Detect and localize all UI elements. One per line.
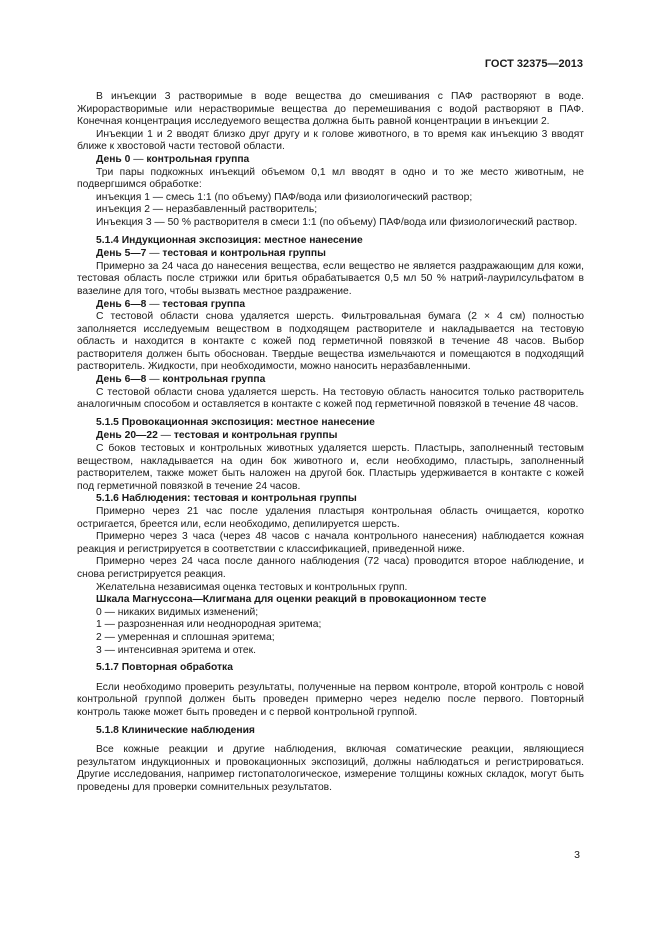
list-item: инъекция 2 — неразбавленный растворитель; bbox=[96, 204, 318, 216]
list-item: инъекция 1 — смесь 1:1 (по объему) ПАФ/вода или физиологический раствор; bbox=[96, 191, 473, 203]
list-item: 2 — умеренная и сплошная эритема; bbox=[96, 631, 275, 643]
paragraph: Примерно за 24 часа до нанесения вещества, если вещество не является раздражающим для кожи, тестовая область после стрижки или бритья обрабатывается 0,5 мл 50 % натрий-лаурилсульфатом в вазелине для того, чтобы вызвать местное раздражение. bbox=[77, 260, 584, 297]
section-heading: 5.1.4 Индукционная экспозиция: местное нанесение bbox=[96, 234, 363, 246]
paragraph: Примерно через 24 часа после данного наблюдения (72 часа) проводится второе наблюдение, и снова регистрируется реакция. bbox=[77, 556, 584, 580]
standard-header: ГОСТ 32375—2013 bbox=[484, 58, 583, 70]
paragraph: Примерно через 3 часа (через 48 часов с начала контрольного нанесения) наблюдается кожная реакция и регистрируется в соответствии с классификацией, приведенной ниже. bbox=[77, 531, 584, 555]
paragraph: С тестовой области снова удаляется шерсть. На тестовую область наносится только растворитель аналогичным способом и оставляется в контакте с кожей под герметичной повязкой в течение 48 часов. bbox=[77, 386, 584, 411]
list-item: 1 — разрозненная или неоднородная эритема; bbox=[96, 619, 322, 631]
paragraph: Примерно через 21 час после удаления пластыря контрольная область очищается, коротко остригается, бреется или, если необходимо, депилируется шерсть. bbox=[77, 506, 584, 530]
section-heading: 5.1.7 Повторная обработка bbox=[96, 662, 233, 674]
list-item: 3 — интенсивная эритема и отек. bbox=[96, 644, 256, 656]
paragraph: С боков тестовых и контрольных животных удаляется шерсть. Пластырь, заполненный тестовым веществом, накладывается на один бок животного и, если необходимо, пластырь, заполненный растворителем, также может быть наложен на другой бок. Пластырь удерживается в контакте с кожей под герметичной повязкой в течение 24 часов. bbox=[77, 443, 584, 492]
day-heading: День 6—8 — контрольная группа bbox=[96, 374, 266, 386]
day-heading: День 0 — контрольная группа bbox=[96, 153, 250, 165]
paragraph: В инъекции 3 растворимые в воде вещества до смешивания с ПАФ растворяют в воде. Жирорастворимые или нерастворимые вещества до перемешивания с водой растворяют в ПАФ. Конечная концентрация исследуемого вещества должна быть равной концентрации в инъекции 2. bbox=[77, 91, 584, 128]
document-body bbox=[77, 91, 584, 794]
page-number: 3 bbox=[574, 849, 580, 861]
day-heading: День 5—7 — тестовая и контрольная группы bbox=[96, 248, 326, 260]
section-heading: 5.1.8 Клинические наблюдения bbox=[96, 724, 255, 736]
paragraph: Все кожные реакции и другие наблюдения, включая соматические реакции, являющиеся результатом индукционных и провокационных экспозиций, должны наблюдаться и регистрироваться. Другие исследования, например гистопатологическое, измерение толщины кожных складок, могут быть проведены для проверки сомнительных результатов. bbox=[77, 744, 584, 793]
paragraph: Желательна независимая оценка тестовых и контрольных групп. bbox=[96, 581, 408, 593]
paragraph: Три пары подкожных инъекций объемом 0,1 мл вводят в одно и то же место животным, не подвергшимся обработке: bbox=[77, 166, 584, 191]
day-heading: День 6—8 — тестовая группа bbox=[96, 298, 246, 310]
paragraph: С тестовой области снова удаляется шерсть. Фильтровальная бумага (2 × 4 см) полностью заполняется исследуемым веществом в подходящем растворителе и накладывается на тестовую область и находится в контакте с кожей под герметичной повязкой в течение 48 часов. Выбор растворителя должен быть обоснован. Твердые вещества измельчаются и помещаются в подходящий растворитель. Жидкости, при необходимости, можно наносить неразбавленными. bbox=[77, 311, 584, 373]
paragraph: Инъекция 3 — 50 % растворителя в смеси 1:1 (по объему) ПАФ/вода или физиологический раствор. bbox=[96, 216, 578, 228]
day-heading: День 20—22 — тестовая и контрольная группы bbox=[96, 430, 338, 442]
scale-heading: Шкала Магнуссона—Клигмана для оценки реакций в провокационном тесте bbox=[96, 594, 487, 606]
section-heading: 5.1.6 Наблюдения: тестовая и контрольная группы bbox=[96, 493, 357, 505]
paragraph: Если необходимо проверить результаты, полученные на первом контроле, второй контроль с новой контрольной группой должен быть проведен примерно через неделю после первого. Повторный контроль также может быть проведен и с первой контрольной группой. bbox=[77, 681, 584, 718]
paragraph: Инъекции 1 и 2 вводят близко друг другу и к голове животного, в то время как инъекцию 3 вводят ближе к хвостовой части тестовой области. bbox=[77, 128, 584, 153]
section-heading: 5.1.5 Провокационная экспозиция: местное нанесение bbox=[96, 416, 375, 428]
list-item: 0 — никаких видимых изменений; bbox=[96, 606, 259, 618]
